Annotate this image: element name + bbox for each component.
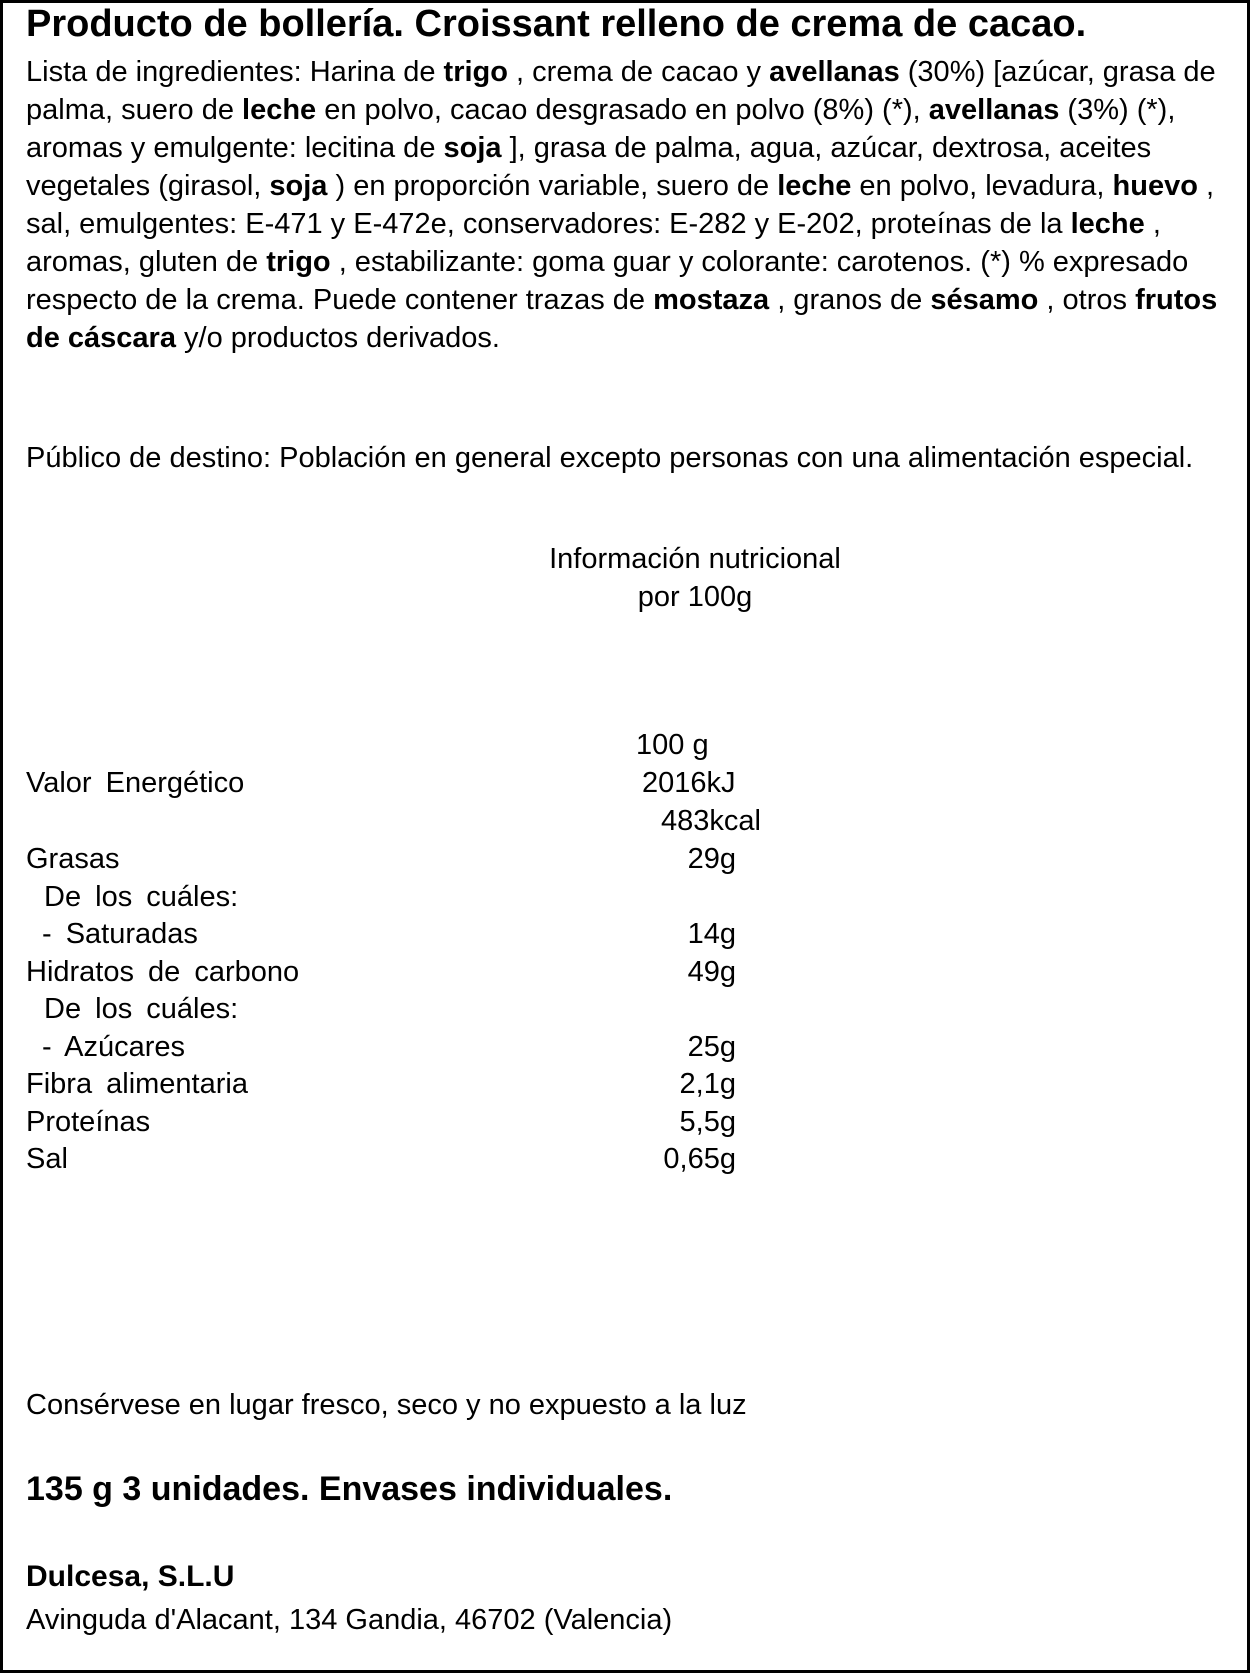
energy-kj-value: 2016 xyxy=(642,767,707,799)
package-units: 135 g 3 unidades. Envases individuales. xyxy=(26,1470,673,1508)
nutrient-value: 29g xyxy=(687,843,736,875)
ingredients-text: en polvo, cacao desgrasado en polvo (8%) (*), xyxy=(316,94,929,126)
ingredients-text: , sal, emulgentes: E-471 y E-472e, conservadores: E-282 y E-202, proteínas de la xyxy=(26,170,1215,240)
nutrient-value: 0,65g xyxy=(663,1143,736,1175)
ingredients-text: (30%) [azúcar, grasa de palma, suero de xyxy=(26,56,1216,126)
nutrient-label: De los cuáles: xyxy=(44,993,239,1025)
storage-instructions: Consérvese en lugar fresco, seco y no expuesto a la luz xyxy=(26,1389,747,1421)
allergen-highlight: huevo xyxy=(1112,170,1198,202)
nutrient-label: Hidratos de carbono xyxy=(26,955,300,988)
product-title: Producto de bollería. Croissant relleno de crema de cacao. xyxy=(26,3,1087,45)
nutrient-value: 25g xyxy=(687,1030,736,1063)
allergen-highlight: avellanas xyxy=(769,56,900,88)
nutrient-label: - Saturadas xyxy=(42,918,198,950)
ingredients-text: Lista de ingredientes: Harina de xyxy=(26,56,444,88)
ingredients-text: ) en proporción variable, suero de xyxy=(327,170,778,202)
ingredients-list xyxy=(26,53,1231,357)
nutrient-label: Proteínas xyxy=(26,1105,151,1138)
nutrient-label: Fibra alimentaria xyxy=(26,1068,248,1100)
allergen-highlight: leche xyxy=(1070,208,1145,240)
energy-kcal-value: 483 xyxy=(661,805,710,837)
nutrient-label: - Azúcares xyxy=(42,1030,185,1063)
nutrient-value: 5,5g xyxy=(679,1105,736,1138)
ingredients-text: y/o productos derivados. xyxy=(175,322,500,354)
nutrient-label: Grasas xyxy=(26,843,120,875)
nutrient-value: 49g xyxy=(687,955,736,988)
allergen-highlight: sésamo xyxy=(930,284,1039,316)
allergen-highlight: trigo xyxy=(266,246,331,278)
energy-kcal-unit: kcal xyxy=(709,805,761,837)
ingredients-text: (3%) (*), aromas y emulgente: lecitina de xyxy=(26,94,1176,164)
company-address: Avinguda d'Alacant, 134 Gandia, 46702 (Valencia) xyxy=(26,1604,673,1636)
target-audience: Público de destino: Población en general excepto personas con una alimentación especial. xyxy=(26,442,1194,474)
ingredients-text: , otros xyxy=(1038,284,1136,316)
nutrient-value: 2,1g xyxy=(679,1068,736,1100)
energy-kj xyxy=(642,764,736,802)
ingredients-text: , crema de cacao y xyxy=(507,56,770,88)
energy-label: Valor Energético xyxy=(26,767,245,799)
nutrition-heading: Información nutricional xyxy=(549,543,841,575)
allergen-highlight: trigo xyxy=(443,56,508,88)
allergen-highlight: mostaza xyxy=(653,284,770,316)
nutrition-subheading: por 100g xyxy=(637,581,753,613)
allergen-highlight: avellanas xyxy=(928,94,1060,126)
ingredients-text: , aromas, gluten de xyxy=(26,208,1161,278)
energy-kcal xyxy=(661,802,761,840)
ingredients-text: , estabilizante: goma guar y colorante: carotenos. (*) % expresado respecto de la crema. Puede contener trazas de xyxy=(26,246,1189,316)
nutrient-label: De los cuáles: xyxy=(44,880,239,913)
ingredients-text: ], grasa de palma, agua, azúcar, dextrosa, aceites vegetales (girasol, xyxy=(26,132,1152,202)
allergen-highlight: leche xyxy=(242,94,317,126)
allergen-highlight: soja xyxy=(443,132,502,164)
ingredients-text: en polvo, levadura, xyxy=(851,170,1113,202)
allergen-highlight: soja xyxy=(269,170,328,202)
nutrient-label: Sal xyxy=(26,1143,68,1175)
nutrition-column-header: 100 g xyxy=(636,729,709,761)
nutrient-value: 14g xyxy=(687,918,736,950)
energy-kj-unit: kJ xyxy=(706,767,736,799)
allergen-highlight: frutos de cáscara xyxy=(26,284,1218,354)
company-name: Dulcesa, S.L.U xyxy=(26,1560,235,1593)
ingredients-text: , granos de xyxy=(769,284,931,316)
allergen-highlight: leche xyxy=(777,170,852,202)
